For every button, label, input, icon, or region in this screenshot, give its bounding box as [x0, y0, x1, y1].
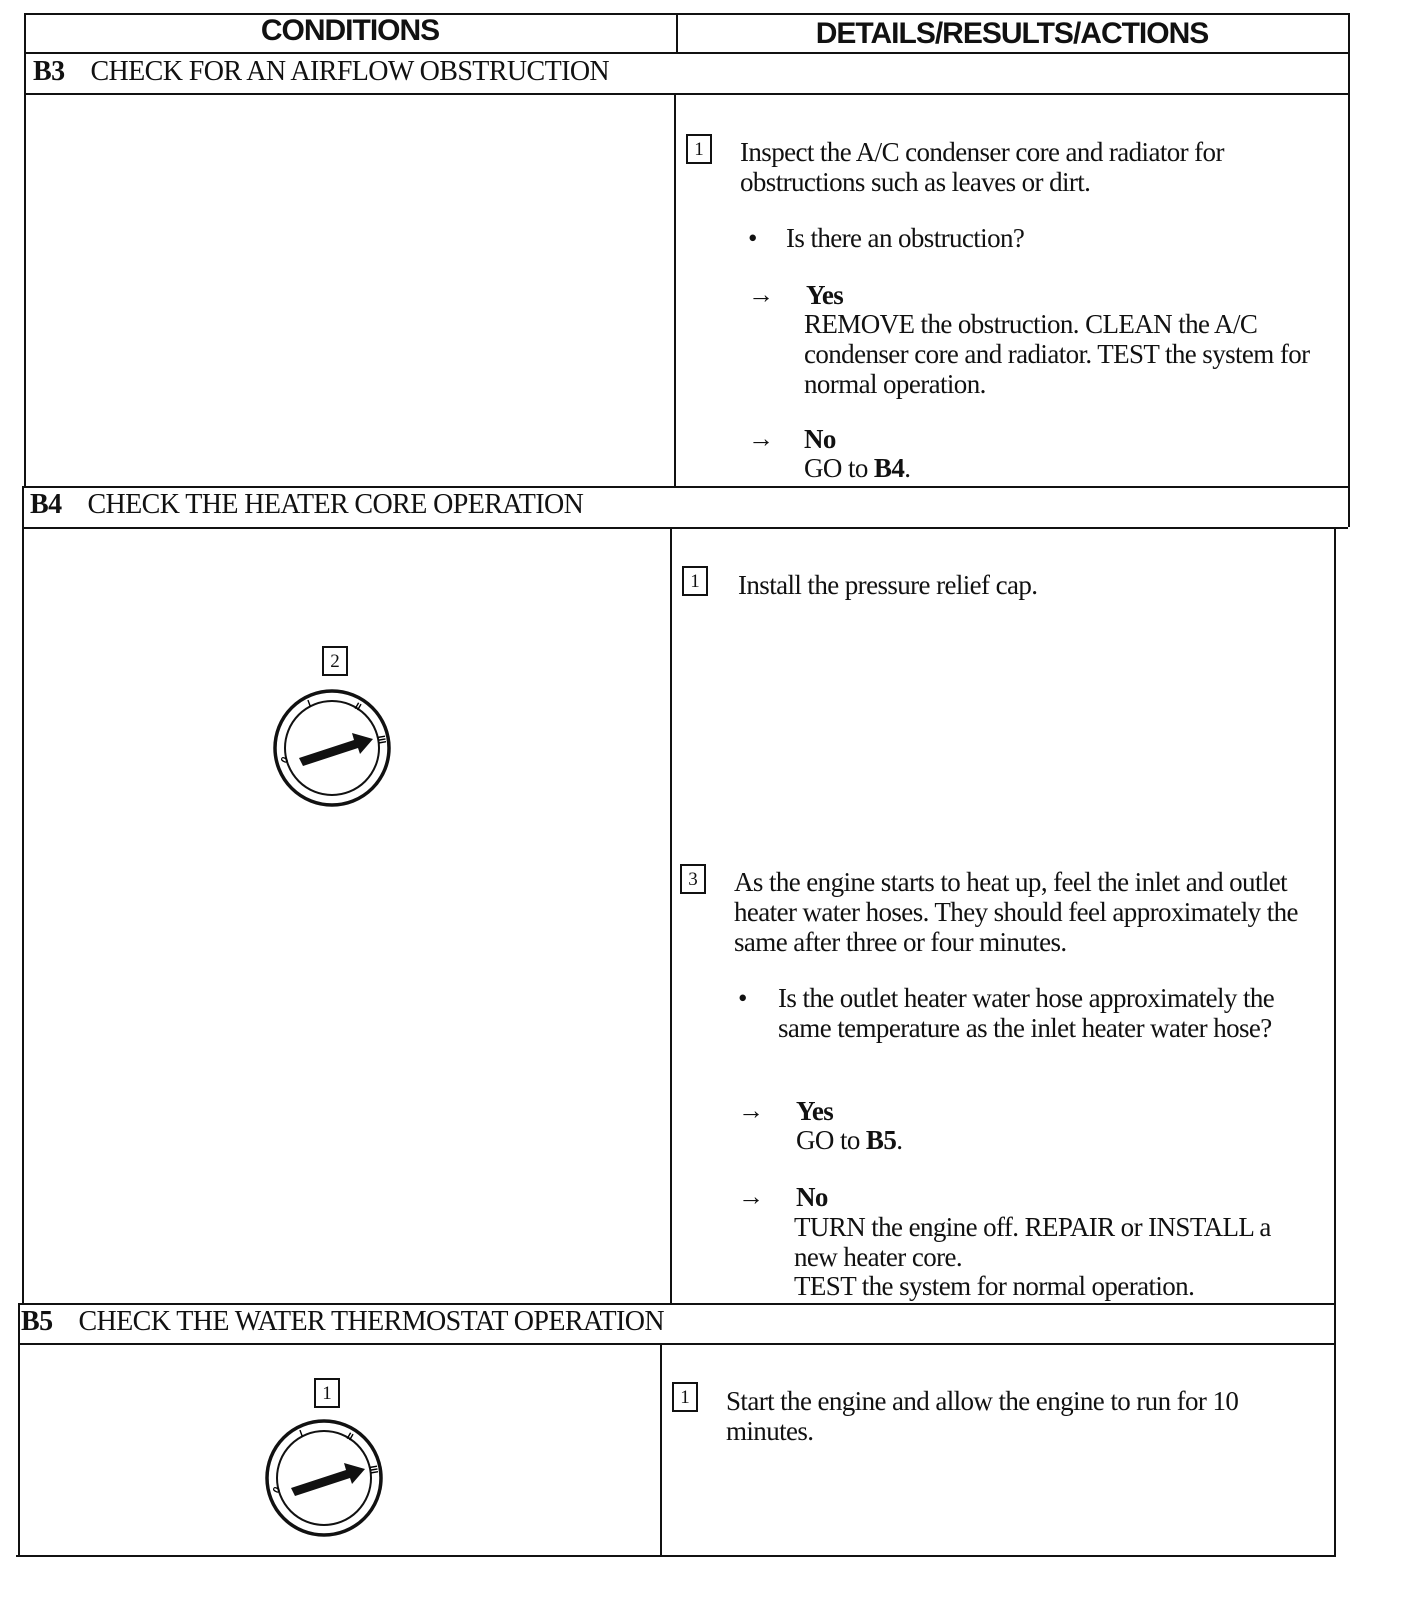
b4-step-3-text: As the engine starts to heat up, feel the inlet and outlet heater water hoses. They should feel approximately the same after three or four minutes. — [734, 867, 1298, 957]
table-left-border-b5 — [18, 1303, 20, 1555]
b4-step-1-text: Install the pressure relief cap. — [738, 570, 1038, 600]
b4-section-bottom — [18, 1303, 1336, 1305]
column-divider-b5 — [660, 1343, 662, 1555]
b3-section-title: CHECK FOR AN AIRFLOW OBSTRUCTION — [90, 56, 610, 87]
b4-yes-arrow: → — [738, 1096, 764, 1125]
b3-no-text-suffix: . — [904, 453, 911, 483]
b5-section-title: CHECK THE WATER THERMOSTAT OPERATION — [78, 1306, 664, 1337]
b5-switch-label-3: III — [367, 1464, 380, 1475]
b4-section-title: CHECK THE HEATER CORE OPERATION — [87, 489, 584, 520]
b4-section-header — [30, 489, 583, 521]
b4-no-text-1: TURN the engine off. REPAIR or INSTALL a new heater core. — [794, 1212, 1271, 1272]
b5-switch-label-0: 0 — [271, 1485, 284, 1496]
b3-no-arrow: → — [748, 424, 774, 453]
b3-question: Is there an obstruction? — [786, 223, 1025, 253]
switch-label-2: II — [352, 701, 363, 714]
b4-yes-text-prefix: GO to — [796, 1125, 866, 1155]
b5-switch-label-1: I — [298, 1428, 305, 1440]
b4-bullet: • — [738, 983, 748, 1013]
b4-yes-label: Yes — [796, 1096, 834, 1126]
table-right-border — [1348, 13, 1350, 527]
b3-no-text-prefix: GO to — [804, 453, 874, 483]
b3-no-text-ref: B4 — [873, 453, 905, 483]
table-left-border-b4 — [22, 486, 24, 1303]
table-bottom-border — [16, 1555, 1336, 1557]
b3-header-bottom — [24, 93, 1350, 95]
b5-step-1-box: 1 — [672, 1382, 698, 1412]
column-divider-b3 — [674, 93, 676, 486]
b4-step-1-box: 1 — [682, 566, 708, 596]
b4-no-text-2: TEST the system for normal operation. — [794, 1271, 1195, 1301]
b4-no-arrow: → — [738, 1182, 764, 1211]
b5-step-1-text: Start the engine and allow the engine to run for 10 minutes. — [726, 1386, 1239, 1446]
b3-section-id: B3 — [33, 56, 65, 87]
b4-section-id: B4 — [30, 489, 62, 520]
b4-no-label: No — [796, 1182, 828, 1212]
b3-no-text — [804, 453, 910, 483]
b3-yes-label: Yes — [806, 280, 844, 310]
b3-no-label: No — [804, 424, 836, 454]
b3-yes-text: REMOVE the obstruction. CLEAN the A/C condenser core and radiator. TEST the system for normal operation. — [804, 309, 1310, 399]
b3-bullet: • — [748, 223, 758, 253]
column-header-divider — [24, 52, 1350, 54]
b5-section-header — [21, 1306, 664, 1338]
b3-section-bottom — [22, 486, 1348, 488]
b5-section-id: B5 — [21, 1306, 53, 1337]
switch-label-1: I — [306, 698, 313, 710]
b3-step-1-text: Inspect the A/C condenser core and radiator for obstructions such as leaves or dirt. — [740, 137, 1224, 197]
ignition-switch-icon-b5 — [264, 1418, 388, 1538]
b4-yes-text-suffix: . — [896, 1125, 903, 1155]
column-divider-b4 — [670, 527, 672, 1303]
b5-header-bottom — [18, 1343, 1336, 1345]
b4-yes-text — [796, 1125, 902, 1155]
b4-yes-text-ref: B5 — [865, 1125, 897, 1155]
switch-label-0: 0 — [279, 755, 292, 766]
table-left-border — [24, 13, 26, 486]
b5-switch-label-2: II — [344, 1431, 355, 1444]
b4-step-3-box: 3 — [680, 864, 706, 894]
b3-section-header — [33, 56, 609, 88]
b4-illustration-step-box: 2 — [322, 646, 348, 676]
details-column-header: DETAILS/RESULTS/ACTIONS — [815, 17, 1209, 50]
ignition-switch-icon — [272, 688, 396, 808]
b4-header-bottom — [22, 527, 1348, 529]
switch-label-3: III — [375, 734, 388, 745]
b3-step-1-box: 1 — [686, 134, 712, 164]
conditions-column-header: CONDITIONS — [260, 14, 440, 47]
b3-yes-arrow: → — [748, 280, 774, 309]
b5-illustration-step-box: 1 — [314, 1378, 340, 1408]
b4-question: Is the outlet heater water hose approximately the same temperature as the inlet heater water hose? — [778, 983, 1275, 1043]
table-right-border-lower — [1334, 527, 1336, 1555]
